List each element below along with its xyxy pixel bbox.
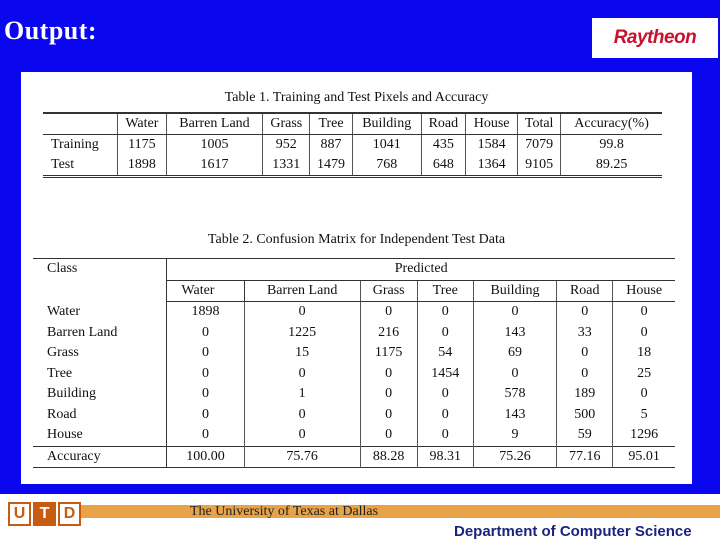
utd-letter: U <box>8 502 31 526</box>
table2-header-cell: Barren Land <box>244 280 360 302</box>
table1-header-cell: Building <box>352 113 421 135</box>
table2-cell: 59 <box>557 425 613 446</box>
table2-cell: 0 <box>360 425 417 446</box>
table2-top-row <box>33 259 675 281</box>
table2-cell: 0 <box>167 384 244 405</box>
table1-header-cell <box>43 113 118 135</box>
table2-class-label: Class <box>33 259 167 302</box>
table2 <box>33 258 675 468</box>
table1-header-cell: Water <box>118 113 167 135</box>
table2-cell: 1175 <box>360 343 417 364</box>
table2-cell: 54 <box>417 343 473 364</box>
table2-cell: 69 <box>473 343 556 364</box>
table2-cell: 0 <box>417 323 473 344</box>
department-name: Department of Computer Science <box>454 523 692 540</box>
table-row <box>33 405 675 426</box>
table2-cell: 500 <box>557 405 613 426</box>
table1-header-cell: Barren Land <box>166 113 262 135</box>
table2-cell: 77.16 <box>557 446 613 468</box>
table1-cell: 1364 <box>466 155 518 177</box>
table2-header-cell: House <box>613 280 675 302</box>
table2-accuracy-row <box>33 446 675 468</box>
utd-letter: D <box>58 502 81 526</box>
table-row <box>33 343 675 364</box>
table1-header-cell: Road <box>421 113 465 135</box>
table2-header-cell: Tree <box>417 280 473 302</box>
table-row <box>33 323 675 344</box>
table2-cell: 0 <box>473 364 556 385</box>
utd-logo <box>8 502 83 526</box>
table2-cell: 0 <box>167 323 244 344</box>
table2-cell: 1898 <box>167 302 244 323</box>
table1-cell: 768 <box>352 155 421 177</box>
table2-header-cell: Water <box>167 280 244 302</box>
table2-cell: 0 <box>244 302 360 323</box>
table1-header-cell: Grass <box>263 113 310 135</box>
table1-header-cell: Accuracy(%) <box>561 113 662 135</box>
table2-row-label: Barren Land <box>33 323 167 344</box>
table1-cell: Test <box>51 157 75 172</box>
table2-row-label: House <box>33 425 167 446</box>
table2-cell: 0 <box>244 364 360 385</box>
table1-cell: 99.8 <box>561 135 662 156</box>
table2-cell: 0 <box>417 405 473 426</box>
table2-row-label: Road <box>33 405 167 426</box>
table2-cell: 98.31 <box>417 446 473 468</box>
table2-row-label: Water <box>33 302 167 323</box>
table1-cell: 648 <box>421 155 465 177</box>
table2-cell: 0 <box>613 384 675 405</box>
footer-bar <box>80 505 720 518</box>
table2-cell: 100.00 <box>167 446 244 468</box>
table2-cell: 1225 <box>244 323 360 344</box>
utd-letter: T <box>33 502 56 526</box>
table1-header-cell: Total <box>518 113 561 135</box>
table2-cell: 0 <box>167 405 244 426</box>
table2-cell: 0 <box>167 364 244 385</box>
table2-cell: 1296 <box>613 425 675 446</box>
table2-cell: 0 <box>244 405 360 426</box>
table1-header-cell: Tree <box>310 113 352 135</box>
table1-cell: 7079 <box>518 135 561 156</box>
table2-header-cell: Road <box>557 280 613 302</box>
table2-caption: Table 2. Confusion Matrix for Independent Test Data <box>207 232 506 247</box>
table2-cell: 0 <box>417 384 473 405</box>
table-row <box>33 384 675 405</box>
university-name: The University of Texas at Dallas <box>190 504 379 519</box>
table-row <box>33 425 675 446</box>
table1-cell: 435 <box>421 135 465 156</box>
table2-cell: 143 <box>473 405 556 426</box>
table1-caption: Table 1. Training and Test Pixels and Accuracy <box>224 90 489 105</box>
table1-header-row <box>43 113 662 135</box>
table2-cell: 0 <box>557 364 613 385</box>
table2-cell: 0 <box>360 405 417 426</box>
table2-cell: 75.76 <box>244 446 360 468</box>
table2-header-cell: Building <box>473 280 556 302</box>
table1-cell: 1617 <box>166 155 262 177</box>
table2-cell: 18 <box>613 343 675 364</box>
table1-header-cell: House <box>466 113 518 135</box>
table2-cell: 25 <box>613 364 675 385</box>
table2-cell: 0 <box>613 302 675 323</box>
table1-cell: 1331 <box>263 155 310 177</box>
table1-cell: 1175 <box>118 135 167 156</box>
table2-cell: 9 <box>473 425 556 446</box>
table2-cell: 0 <box>360 384 417 405</box>
table2-cell: 75.26 <box>473 446 556 468</box>
slide-title: Output: <box>4 16 98 45</box>
table2-cell: 0 <box>360 364 417 385</box>
table2-cell: 0 <box>557 343 613 364</box>
table2-row-label: Tree <box>33 364 167 385</box>
table2-cell: 578 <box>473 384 556 405</box>
table2-cell: 1454 <box>417 364 473 385</box>
table2-predicted-label: Predicted <box>167 259 675 281</box>
table1 <box>43 112 662 178</box>
table1-cell: Training <box>51 137 99 152</box>
table1-cell: 952 <box>263 135 310 156</box>
table2-cell: 0 <box>244 425 360 446</box>
table2-cell: 95.01 <box>613 446 675 468</box>
table1-cell: 9105 <box>518 155 561 177</box>
table2-cell: 15 <box>244 343 360 364</box>
table2-cell: 0 <box>167 425 244 446</box>
table2-cell: 189 <box>557 384 613 405</box>
table1-cell: 1005 <box>166 135 262 156</box>
table2-cell: 0 <box>613 323 675 344</box>
table-row <box>33 302 675 323</box>
logo-text: Raytheon <box>613 27 697 48</box>
table1-cell: 1041 <box>352 135 421 156</box>
table2-cell: 143 <box>473 323 556 344</box>
table1-cell: 89.25 <box>561 155 662 177</box>
table1-cell: 887 <box>310 135 352 156</box>
table2-cell: 0 <box>167 343 244 364</box>
table2-cell: 0 <box>360 302 417 323</box>
tables-panel <box>21 72 692 484</box>
table2-cell: 88.28 <box>360 446 417 468</box>
table2-cell: 0 <box>417 425 473 446</box>
table2-cell: 0 <box>473 302 556 323</box>
table1-cell: 1479 <box>310 155 352 177</box>
table2-cell: 0 <box>417 302 473 323</box>
table2-cell: 5 <box>613 405 675 426</box>
raytheon-logo <box>592 18 718 58</box>
table2-header-cell: Grass <box>360 280 417 302</box>
table-row <box>43 135 662 156</box>
table2-cell: Accuracy <box>33 446 167 468</box>
table-row <box>33 364 675 385</box>
table2-cell: 0 <box>557 302 613 323</box>
table2-cell: 33 <box>557 323 613 344</box>
table2-cell: 216 <box>360 323 417 344</box>
table-row <box>43 155 662 177</box>
table2-row-label: Grass <box>33 343 167 364</box>
table2-body <box>33 302 675 447</box>
footer <box>0 494 720 540</box>
table2-row-label: Building <box>33 384 167 405</box>
table1-cell: 1898 <box>118 155 167 177</box>
table2-cell: 1 <box>244 384 360 405</box>
table1-cell: 1584 <box>466 135 518 156</box>
